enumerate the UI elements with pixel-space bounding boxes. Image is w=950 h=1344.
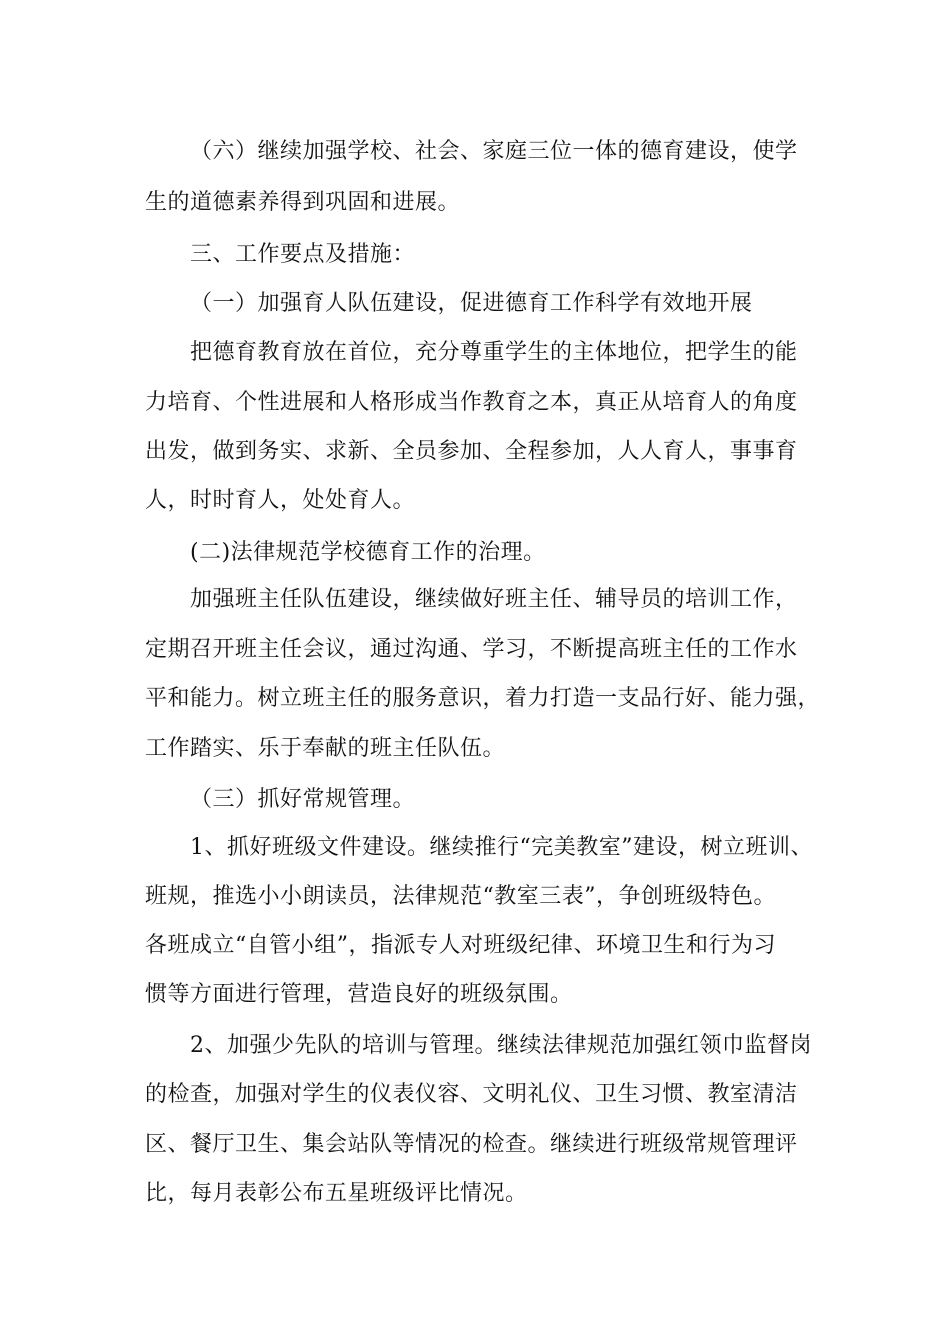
section-heading-3: 三、工作要点及措施： bbox=[190, 242, 416, 267]
subsection-heading-1: （一）加强育人队伍建设，促进德育工作科学有效地开展 bbox=[190, 291, 753, 316]
text-line-20: 的检查，加强对学生的仪表仪容、文明礼仪、卫生习惯、教室清洁 bbox=[145, 1082, 798, 1107]
text-line-12: 平和能力。树立班主任的服务意识，着力打造一支品行好、能力强， bbox=[145, 686, 821, 711]
text-line-17: 各班成立“自管小组”，指派专人对班级纪律、环境卫生和行为习 bbox=[145, 933, 776, 958]
text-line-22: 比，每月表彰公布五星班级评比情况。 bbox=[145, 1181, 528, 1206]
text-line-5: 把德育教育放在首位，充分尊重学生的主体地位，把学生的能 bbox=[190, 340, 798, 365]
subsection-heading-2: (二)法律规范学校德育工作的治理。 bbox=[190, 540, 546, 565]
text-line-2: 生的道德素养得到巩固和进展。 bbox=[145, 190, 461, 215]
text-line-15: 1、抓好班级文件建设。继续推行“完美教室”建设，树立班训、 bbox=[190, 835, 813, 860]
text-line-16: 班规，推选小小朗读员，法律规范“教室三表”，争创班级特色。 bbox=[145, 884, 776, 909]
text-line-18: 惯等方面进行管理，营造良好的班级氛围。 bbox=[145, 982, 573, 1007]
text-line-1: （六）继续加强学校、社会、家庭三位一体的德育建设，使学 bbox=[190, 139, 798, 164]
text-line-13: 工作踏实、乐于奉献的班主任队伍。 bbox=[145, 736, 506, 761]
text-line-10: 加强班主任队伍建设，继续做好班主任、辅导员的培训工作， bbox=[190, 587, 798, 612]
text-line-11: 定期召开班主任会议，通过沟通、学习，不断提高班主任的工作水 bbox=[145, 637, 798, 662]
text-line-6: 力培育、个性进展和人格形成当作教育之本，真正从培育人的角度 bbox=[145, 390, 798, 415]
text-line-21: 区、餐厅卫生、集会站队等情况的检查。继续进行班级常规管理评 bbox=[145, 1132, 798, 1157]
text-line-19: 2、加强少先队的培训与管理。继续法律规范加强红领巾监督岗 bbox=[190, 1033, 812, 1058]
text-line-7: 出发，做到务实、求新、全员参加、全程参加，人人育人，事事育 bbox=[145, 439, 798, 464]
text-line-8: 人，时时育人，处处育人。 bbox=[145, 488, 416, 513]
subsection-heading-3: （三）抓好常规管理。 bbox=[190, 787, 416, 812]
